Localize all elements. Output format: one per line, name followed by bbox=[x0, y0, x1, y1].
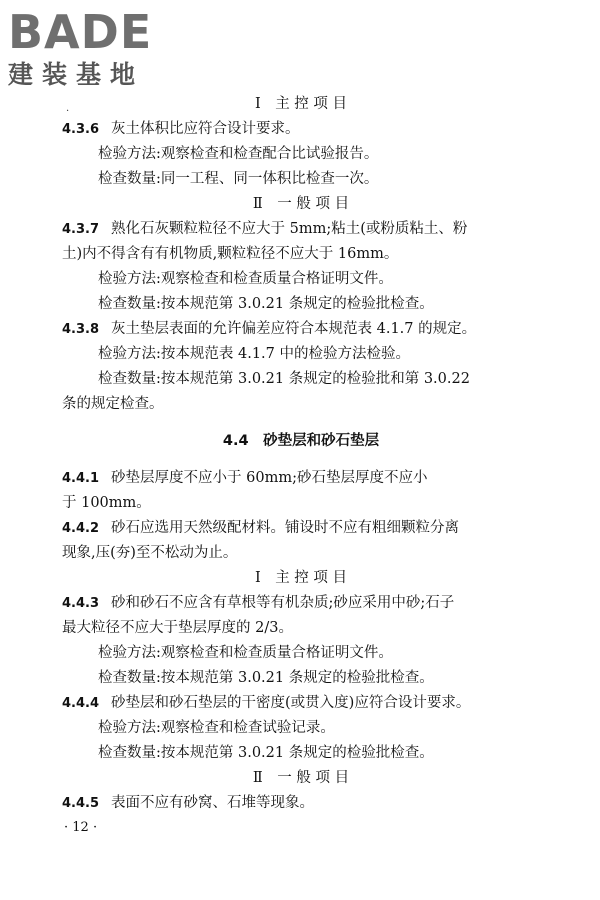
brand-logo bbox=[8, 6, 178, 90]
paragraph-line: 土)内不得含有有机物质,颗粒粒径不应大于 16mm。 bbox=[62, 246, 399, 262]
clause-text: 砂垫层厚度不应小于 60mm;砂石垫层厚度不应小 bbox=[111, 470, 428, 486]
paragraph-line: 检验方法:观察检查和检查试验记录。 bbox=[98, 720, 335, 736]
paragraph-line: 检查数量:按本规范第 3.0.21 条规定的检验批检查。 bbox=[98, 296, 434, 312]
clause-line bbox=[62, 217, 540, 242]
clause-line bbox=[62, 591, 540, 616]
paragraph-line: 检验方法:观察检查和检查质量合格证明文件。 bbox=[98, 645, 393, 661]
section-subheading: Ⅱ 一 般 项 目 bbox=[252, 770, 350, 786]
clause-number: 4.3.8 bbox=[62, 322, 100, 337]
clause-line bbox=[62, 466, 540, 491]
document-body bbox=[62, 92, 540, 816]
clause-number: 4.3.7 bbox=[62, 222, 100, 237]
paragraph-line: 最大粒径不应大于垫层厚度的 2/3。 bbox=[62, 620, 293, 636]
paragraph-line: 检验方法:按本规范表 4.1.7 中的检验方法检验。 bbox=[98, 346, 410, 362]
section-subheading: Ⅰ 主 控 项 目 bbox=[254, 96, 348, 112]
paragraph-line: 检验方法:观察检查和检查质量合格证明文件。 bbox=[98, 271, 393, 287]
section-subheading: Ⅱ 一 般 项 目 bbox=[252, 196, 350, 212]
clause-number: 4.4.4 bbox=[62, 696, 100, 711]
clause-text: 灰土垫层表面的允许偏差应符合本规范表 4.1.7 的规定。 bbox=[111, 321, 477, 337]
section-subheading: Ⅰ 主 控 项 目 bbox=[254, 570, 348, 586]
logo-wordmark: BADE bbox=[8, 5, 153, 59]
clause-line bbox=[62, 117, 540, 142]
paragraph-line: 条的规定检查。 bbox=[62, 396, 164, 412]
paragraph-line: 检验方法:观察检查和检查配合比试验报告。 bbox=[98, 146, 379, 162]
paragraph-line: 检查数量:按本规范第 3.0.21 条规定的检验批检查。 bbox=[98, 670, 434, 686]
page-number: · 12 · bbox=[64, 820, 98, 835]
paragraph-line: 检查数量:按本规范第 3.0.21 条规定的检验批和第 3.0.22 bbox=[98, 371, 470, 387]
paragraph-line: 现象,压(夯)至不松动为止。 bbox=[62, 545, 238, 561]
clause-text: 熟化石灰颗粒粒径不应大于 5mm;粘土(或粉质粘土、粉 bbox=[111, 221, 468, 237]
clause-text: 砂和砂石不应含有草根等有机杂质;砂应采用中砂;石子 bbox=[111, 595, 455, 611]
clause-number: 4.4.5 bbox=[62, 796, 100, 811]
clause-number: 4.3.6 bbox=[62, 122, 100, 137]
paragraph-line: 检查数量:按本规范第 3.0.21 条规定的检验批检查。 bbox=[98, 745, 434, 761]
page-mark: . bbox=[66, 103, 70, 114]
paragraph-line: 于 100mm。 bbox=[62, 495, 151, 511]
clause-text: 砂石应选用天然级配材料。铺设时不应有粗细颗粒分离 bbox=[111, 520, 460, 536]
clause-line bbox=[62, 317, 540, 342]
clause-text: 灰土体积比应符合设计要求。 bbox=[111, 121, 300, 137]
clause-line bbox=[62, 691, 540, 716]
logo-subtitle: 建装基地 bbox=[8, 60, 145, 89]
clause-line bbox=[62, 516, 540, 541]
clause-number: 4.4.2 bbox=[62, 521, 100, 536]
clause-text: 砂垫层和砂石垫层的干密度(或贯入度)应符合设计要求。 bbox=[111, 695, 471, 711]
section-heading: 4.4 砂垫层和砂石垫层 bbox=[222, 433, 380, 449]
clause-number: 4.4.3 bbox=[62, 596, 100, 611]
clause-number: 4.4.1 bbox=[62, 471, 100, 486]
clause-line bbox=[62, 791, 540, 816]
clause-text: 表面不应有砂窝、石堆等现象。 bbox=[111, 795, 315, 811]
paragraph-line: 检查数量:同一工程、同一体积比检查一次。 bbox=[98, 171, 379, 187]
